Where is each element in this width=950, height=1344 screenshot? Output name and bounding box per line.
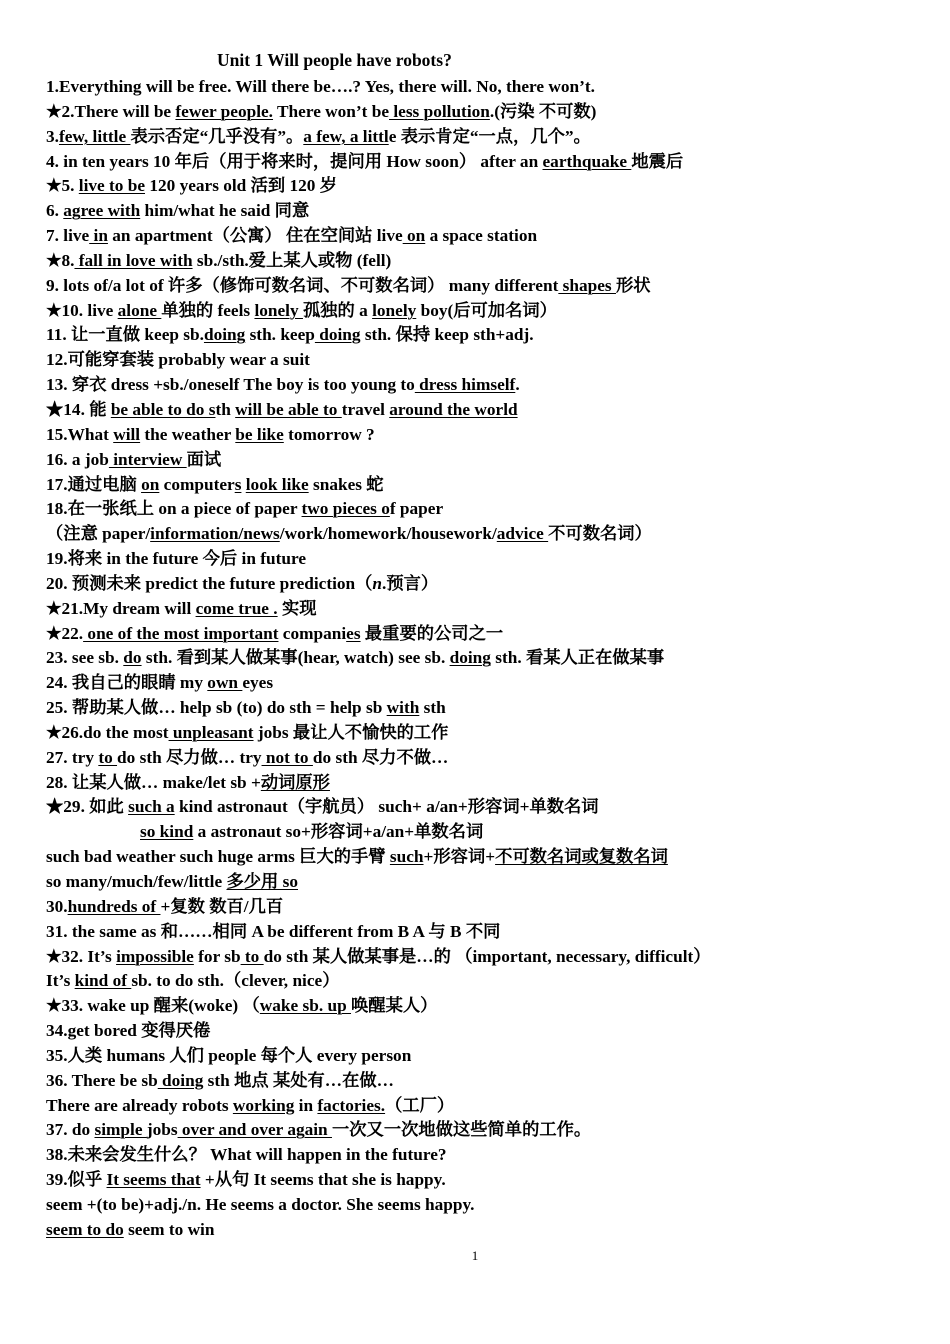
- underlined-phrase: lonely: [372, 300, 417, 320]
- text-segment: 4. in ten years 10 年后（用于将来时，提问用 How soon） after an: [46, 151, 543, 171]
- text-segment: sth. 看某人正在做某事: [490, 648, 665, 668]
- note-line: [46, 150, 926, 175]
- note-line: [46, 1143, 926, 1168]
- text-segment: do sth 尽力不做…: [312, 747, 449, 767]
- note-line: [46, 348, 926, 373]
- note-line: [46, 1044, 926, 1069]
- note-line: [46, 547, 926, 572]
- underlined-phrase: alone: [117, 300, 162, 320]
- text-segment: sth. 看到某人做某事(hear, watch) see sb.: [141, 648, 450, 668]
- note-line: [46, 746, 926, 771]
- text-segment: 最重要的公司之一: [360, 623, 504, 643]
- underlined-phrase: shapes: [558, 275, 616, 295]
- text-segment: 28. 让某人做… make/let sb +: [46, 772, 261, 792]
- text-segment: 孤独的 a: [302, 300, 373, 320]
- text-segment: 面试: [186, 449, 222, 469]
- note-line: [46, 174, 926, 199]
- text-segment: seem to win: [123, 1219, 215, 1239]
- underlined-phrase: in: [89, 226, 108, 246]
- note-line: [46, 1118, 926, 1143]
- note-line: [46, 224, 926, 249]
- text-segment: ★14. 能: [46, 399, 111, 419]
- underlined-phrase: few, little: [58, 126, 131, 146]
- text-segment: sb. to do sth.（clever, nice）: [131, 971, 340, 991]
- underlined-phrase: on: [141, 474, 160, 494]
- text-segment: 13. 穿衣 dress +sb./oneself The boy is too young to: [46, 375, 415, 395]
- text-segment: compani: [278, 623, 347, 643]
- text-segment: .预言）: [382, 573, 439, 593]
- text-segment: 单独的 feels: [161, 300, 255, 320]
- underlined-phrase: 不可数名词或复数名词: [495, 847, 668, 867]
- underlined-phrase: be able to do s: [110, 399, 216, 419]
- underlined-phrase: impossible: [116, 946, 194, 966]
- text-segment: 17.通过电脑: [46, 474, 142, 494]
- underlined-phrase: live to be: [78, 176, 146, 196]
- note-line: [46, 696, 926, 721]
- text-segment: 37. do: [46, 1120, 95, 1140]
- text-segment: 18.在一张纸上 on a piece of paper: [46, 499, 302, 519]
- text-segment: n: [372, 573, 383, 593]
- text-segment: ★21.My dream will: [46, 598, 196, 618]
- underlined-phrase: 动词原形: [260, 772, 330, 792]
- underlined-phrase: fall in love with: [74, 250, 193, 270]
- text-segment: snakes 蛇: [308, 474, 384, 494]
- text-segment: ★33. wake up 醒来(woke) （: [46, 996, 260, 1016]
- note-line: [46, 795, 926, 820]
- text-segment: It’s: [46, 971, 75, 991]
- underlined-phrase: own: [207, 673, 243, 693]
- note-line: [46, 671, 926, 696]
- underlined-phrase: advice: [496, 524, 549, 544]
- note-line: [46, 199, 926, 224]
- text-segment: 9. lots of/a lot of 许多（修饰可数名词、不可数名词） many different: [46, 275, 559, 295]
- underlined-phrase: information/news: [150, 524, 280, 544]
- text-segment: ★29. 如此: [46, 797, 129, 817]
- page-number: 1: [471, 1248, 479, 1263]
- text-segment: him/what he said 同意: [140, 201, 310, 221]
- text-segment: kind astronaut（宇航员） such+ a/an+形容词+单数名词: [174, 797, 599, 817]
- underlined-phrase: so kind: [140, 822, 194, 842]
- text-segment: 6.: [46, 201, 64, 221]
- text-segment: do sth 尽力做… try: [117, 747, 262, 767]
- text-segment: in: [294, 1095, 318, 1115]
- underlined-phrase: with: [386, 698, 420, 718]
- note-line: [46, 1094, 926, 1119]
- note-line: [46, 771, 926, 796]
- text-segment: 25. 帮助某人做… help sb (to) do sth = help sb: [46, 698, 387, 718]
- text-segment: .: [515, 375, 520, 395]
- underlined-phrase: factories.: [317, 1095, 386, 1115]
- underlined-phrase: It seems that: [106, 1170, 201, 1190]
- text-segment: 120 years old 活到 120 岁: [145, 176, 338, 196]
- note-line: [46, 249, 926, 274]
- text-segment: 一次又一次地做这些简单的工作。: [331, 1120, 592, 1140]
- underlined-phrase: a few, a littl: [303, 126, 389, 146]
- text-segment: ★22.: [46, 623, 84, 643]
- note-line: [46, 895, 926, 920]
- note-line: [46, 75, 926, 100]
- text-segment: 12.可能穿套装 probably wear a suit: [46, 350, 310, 370]
- page-title: Unit 1 Will people have robots?: [217, 50, 452, 70]
- text-segment: 3.: [46, 126, 59, 146]
- underlined-phrase: wake sb. up: [259, 996, 352, 1016]
- note-line: [46, 920, 926, 945]
- text-segment: ★5.: [46, 176, 79, 196]
- note-line: [46, 100, 926, 125]
- text-segment: ★2.There will be: [46, 101, 176, 121]
- underlined-phrase: doing: [203, 325, 246, 345]
- underlined-phrase: less pollution: [389, 101, 490, 121]
- text-segment: jobs: [146, 1120, 178, 1140]
- note-line: [46, 473, 926, 498]
- note-line: [46, 1019, 926, 1044]
- text-segment: 地震后: [631, 151, 684, 171]
- text-segment: ★26.do the most: [46, 722, 169, 742]
- note-line: [46, 1168, 926, 1193]
- text-segment: seem +(to be)+adj./n. He seems a doctor. She seems happy.: [46, 1194, 475, 1214]
- underlined-phrase: 多少用 so: [226, 872, 299, 891]
- text-segment: 38.未来会发生什么？ What will happen in the future?: [46, 1145, 447, 1165]
- note-line: [46, 572, 926, 597]
- note-line: [46, 423, 926, 448]
- note-line: [46, 622, 926, 647]
- text-segment: th: [215, 399, 236, 419]
- underlined-phrase: simple: [94, 1120, 147, 1140]
- underlined-phrase: one of the most important: [83, 623, 279, 643]
- text-segment: 35.人类 humans 人们 people 每个人 every person: [46, 1045, 412, 1065]
- underlined-phrase: over and over again: [177, 1120, 332, 1140]
- note-line: [46, 945, 926, 970]
- note-line: [46, 721, 926, 746]
- text-segment: computer: [159, 474, 235, 494]
- underlined-phrase: be like: [235, 424, 284, 444]
- text-segment: sth: [419, 698, 446, 718]
- underlined-phrase: es: [346, 623, 361, 643]
- note-line: [46, 969, 926, 994]
- text-segment: so many/much/few/little: [46, 872, 227, 891]
- underlined-phrase: to: [240, 946, 264, 966]
- underlined-phrase: on: [402, 226, 426, 246]
- note-line: [46, 398, 926, 423]
- text-segment: 15.What: [46, 424, 114, 444]
- text-segment: an apartment（公寓） 住在空间站 live: [107, 226, 403, 246]
- note-line: [46, 870, 926, 895]
- text-segment: 24. 我自己的眼睛 my: [46, 673, 208, 693]
- text-segment: 表示否定“几乎没有”。: [130, 126, 304, 146]
- note-line: [46, 373, 926, 398]
- note-line: [46, 323, 926, 348]
- text-segment: eyes: [242, 673, 274, 693]
- note-line: [46, 522, 926, 547]
- text-segment: 31. the same as 和……相同 A be different from B A 与 B 不同: [46, 921, 501, 941]
- text-segment: ★10. live: [46, 300, 118, 320]
- text-segment: e 表示肯定“一点，几个”。: [388, 126, 591, 146]
- text-segment: 1.Everything will be free. Will there be….? Yes, there will. No, there won’t.: [46, 77, 595, 96]
- text-segment: 34.get bored 变得厌倦: [46, 1021, 211, 1041]
- text-segment: 11. 让一直做 keep sb.: [46, 325, 204, 345]
- text-segment: the weather: [140, 424, 236, 444]
- underlined-phrase: around the world: [389, 399, 518, 419]
- text-segment: 30.: [46, 896, 68, 916]
- text-segment: 唤醒某人）: [351, 996, 438, 1016]
- note-line: [46, 845, 926, 870]
- underlined-phrase: come true .: [195, 598, 278, 618]
- text-segment: sth. 保持 keep sth+adj.: [360, 325, 534, 345]
- text-segment: 不可数名词）: [548, 524, 652, 544]
- underlined-phrase: earthquake: [542, 151, 632, 171]
- text-segment: 7. live: [46, 226, 90, 246]
- text-segment: ★32. It’s: [46, 946, 117, 966]
- text-segment: do sth 某人做某事是…的 （important, necessary, difficult）: [263, 946, 711, 966]
- text-segment: f paper: [389, 499, 444, 519]
- text-segment: +复数 数百/几百: [160, 896, 284, 916]
- underlined-phrase: doing: [157, 1070, 204, 1090]
- text-segment: jobs 最让人不愉快的工作: [253, 722, 449, 742]
- note-line: [46, 597, 926, 622]
- underlined-phrase: unpleasant: [168, 722, 254, 742]
- note-line: [46, 448, 926, 473]
- text-segment: .(污染 不可数): [489, 101, 597, 121]
- underlined-phrase: will be able to: [235, 399, 342, 419]
- text-segment: travel: [341, 399, 390, 419]
- text-segment: +从句 It seems that she is happy.: [200, 1170, 446, 1190]
- note-line: [46, 1218, 926, 1243]
- text-segment: ★8.: [46, 250, 75, 270]
- note-line: [46, 1069, 926, 1094]
- text-segment: 19.将来 in the future 今后 in future: [46, 549, 307, 569]
- underlined-phrase: dress himself: [414, 375, 516, 395]
- underlined-phrase: such a: [128, 797, 175, 817]
- underlined-phrase: seem to do: [46, 1219, 124, 1239]
- text-segment: +形容词+: [423, 847, 496, 867]
- underlined-phrase: kind of: [74, 971, 132, 991]
- underlined-phrase: fewer people.: [175, 101, 274, 121]
- note-line: [46, 125, 926, 150]
- text-segment: boy(后可加名词）: [416, 300, 557, 320]
- text-segment: 36. There be sb: [46, 1070, 158, 1090]
- text-segment: a space station: [425, 226, 538, 246]
- text-segment: 39.似乎: [46, 1170, 107, 1190]
- underlined-phrase: hundreds of: [67, 896, 161, 916]
- underlined-phrase: working: [232, 1095, 295, 1115]
- text-segment: sb./sth.爱上某人或物 (fell): [192, 250, 392, 270]
- underlined-phrase: interview: [108, 449, 187, 469]
- text-segment: 23. see sb.: [46, 648, 124, 668]
- underlined-phrase: s: [234, 474, 242, 494]
- underlined-phrase: doing: [449, 648, 491, 668]
- text-segment: （注意 paper/: [46, 524, 151, 544]
- underlined-phrase: not to: [261, 747, 313, 767]
- text-segment: 16. a job: [46, 449, 109, 469]
- text-segment: such bad weather such huge arms 巨大的手臂: [46, 847, 390, 867]
- text-segment: 实现: [277, 598, 317, 618]
- note-line: [46, 497, 926, 522]
- text-segment: 27. try: [46, 747, 99, 767]
- note-line: [46, 820, 926, 845]
- underlined-phrase: look like: [245, 474, 309, 494]
- underlined-phrase: do: [123, 648, 142, 668]
- note-line: [46, 646, 926, 671]
- text-segment: a astronaut so+形容词+a/an+单数名词: [193, 822, 484, 842]
- text-segment: sth. keep: [245, 325, 315, 345]
- notes-list: [46, 75, 926, 1243]
- text-segment: for sb: [193, 946, 241, 966]
- text-segment: sth 地点 某处有…在做…: [203, 1070, 394, 1090]
- underlined-phrase: two pieces o: [301, 499, 390, 519]
- underlined-phrase: will: [113, 424, 141, 444]
- text-segment: 20. 预测未来 predict the future prediction（: [46, 573, 373, 593]
- underlined-phrase: doing: [314, 325, 361, 345]
- text-segment: There won’t be: [273, 101, 390, 121]
- note-line: [46, 299, 926, 324]
- note-line: [46, 274, 926, 299]
- text-segment: （工厂）: [385, 1095, 455, 1115]
- underlined-phrase: agree with: [63, 201, 141, 221]
- underlined-phrase: such: [389, 847, 424, 867]
- note-line: [46, 1193, 926, 1218]
- text-segment: /work/homework/housework/: [279, 524, 497, 544]
- underlined-phrase: to: [98, 747, 118, 767]
- underlined-phrase: lonely: [254, 300, 303, 320]
- note-line: [46, 994, 926, 1019]
- text-segment: There are already robots: [46, 1095, 233, 1115]
- text-segment: tomorrow ?: [283, 424, 375, 444]
- text-segment: 形状: [615, 275, 651, 295]
